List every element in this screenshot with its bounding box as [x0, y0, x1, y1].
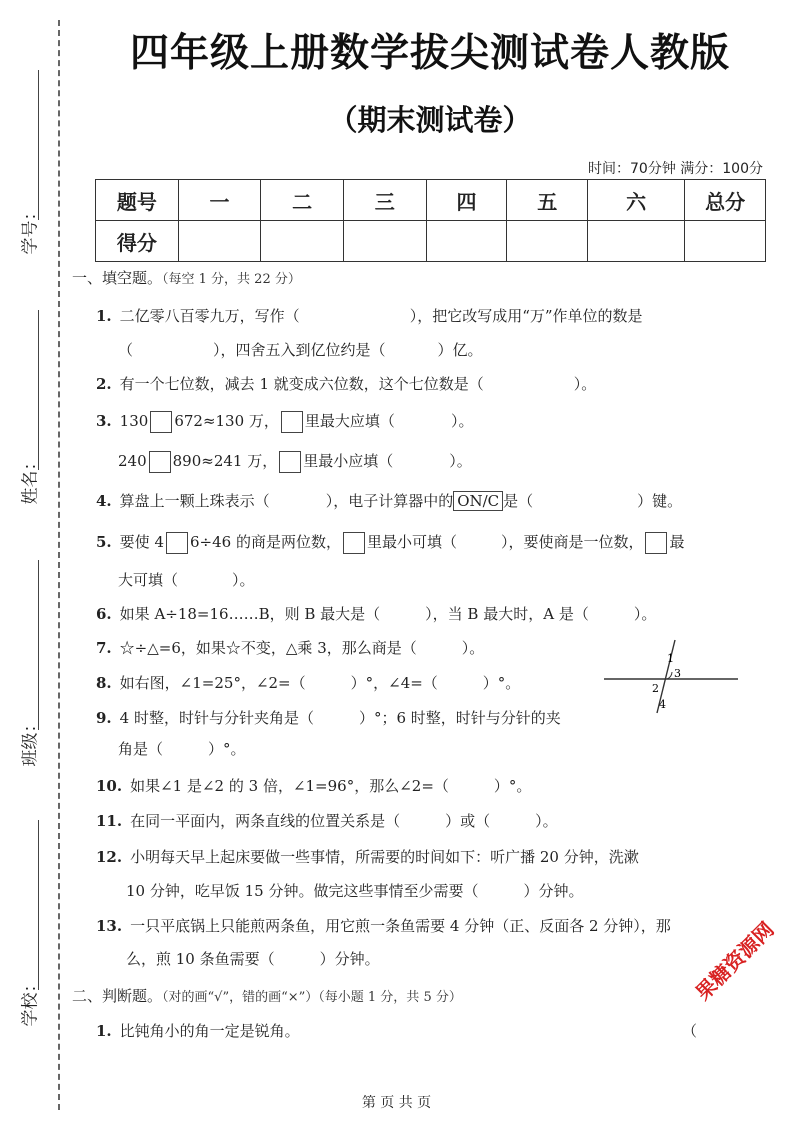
question-text: 里最小可填（: [366, 533, 457, 551]
school-label: 学校：: [20, 975, 41, 1027]
question-9: [96, 707, 561, 728]
question-text: 比钝角小的角一定是锐角。: [119, 1022, 300, 1040]
section-1-heading: [72, 267, 301, 288]
question-text: 二亿零八百零九万，写作（: [119, 307, 300, 325]
angle-label: 4: [659, 698, 666, 711]
score-cell[interactable]: [685, 221, 766, 262]
section-1-note: （每空 1 分，共 22 分）: [162, 272, 301, 287]
judgement-1-paren[interactable]: （: [682, 1022, 698, 1040]
question-number: 13.: [96, 917, 123, 935]
score-table: [95, 179, 766, 262]
question-number: 7.: [96, 639, 112, 657]
score-value-row: [96, 221, 766, 262]
question-12-cont: 10 分钟，吃早饭 15 分钟。做完这些事情至少需要（ ）分钟。: [126, 882, 584, 900]
question-number: 5.: [96, 533, 112, 551]
on-c-key: ON/C: [453, 491, 503, 511]
score-header-cell: 总分: [685, 180, 766, 221]
question-text: ☆÷△=6，如果☆不变，△乘 3，那么商是（ ）。: [119, 639, 485, 657]
school-underline: [38, 820, 39, 990]
question-3: [96, 410, 473, 433]
question-1: [96, 305, 643, 326]
question-number: 4.: [96, 492, 112, 510]
question-text: 大可填（: [118, 571, 179, 589]
judgement-1: [96, 1020, 300, 1041]
score-cell[interactable]: [261, 221, 344, 262]
question-text: 6÷46 的商是两位数，: [189, 533, 341, 551]
question-text: ）。: [449, 452, 472, 470]
watermark-stamp: 果糖资源网: [690, 917, 779, 1005]
question-text: ），电子计算器中的: [325, 492, 454, 510]
question-1-cont: [118, 339, 483, 360]
question-number: 6.: [96, 605, 112, 623]
digit-box: [645, 532, 667, 554]
score-header-cell: 五: [507, 180, 588, 221]
question-text: 是（: [503, 492, 534, 510]
score-cell[interactable]: [343, 221, 426, 262]
question-text: ），要使商是一位数，: [500, 533, 644, 551]
cut-line: [58, 20, 60, 1110]
question-text: 要使 4: [119, 533, 164, 551]
question-text: 672≈130 万，: [174, 412, 279, 430]
score-header-cell: 二: [261, 180, 344, 221]
question-3-cont: [118, 450, 472, 473]
question-text: （: [118, 341, 134, 359]
digit-box[interactable]: [149, 451, 171, 473]
name-underline: [38, 310, 39, 470]
question-12: [96, 846, 639, 867]
question-number: 10.: [96, 777, 123, 795]
digit-box[interactable]: [166, 532, 188, 554]
page-footer: 第 页 共 页: [361, 1095, 432, 1111]
page-subtitle: （期末测试卷）: [328, 103, 532, 137]
question-5-cont: [118, 569, 255, 590]
question-number: 1.: [96, 1022, 112, 1040]
question-text: 130: [119, 412, 149, 430]
score-cell[interactable]: [426, 221, 507, 262]
question-number: 3.: [96, 412, 112, 430]
question-text: 890≈241 万，: [172, 452, 278, 470]
digit-box[interactable]: [150, 411, 172, 433]
score-row-label: 得分: [96, 221, 179, 262]
class-underline: [38, 560, 39, 730]
question-7: [96, 637, 484, 658]
student-id-label: 学号：: [20, 203, 41, 255]
angle-label: 1: [667, 652, 674, 665]
question-8: [96, 672, 520, 693]
question-number: 11.: [96, 812, 123, 830]
question-text: 一只平底锅上只能煎两条鱼，用它煎一条鱼需要 4 分钟（正、反面各 2 分钟），那: [130, 917, 671, 935]
id-underline: [38, 70, 39, 220]
angle-label: 2: [652, 682, 659, 695]
question-number: 9.: [96, 709, 112, 727]
question-text: ）。: [450, 412, 474, 430]
question-text: 里最小应填（: [303, 452, 394, 470]
section-2-heading: [72, 985, 462, 1006]
question-text: ），把它改写成用“万”作单位的数是: [409, 307, 643, 325]
score-header-cell: 题号: [96, 180, 179, 221]
score-header-cell: 三: [343, 180, 426, 221]
digit-box: [281, 411, 303, 433]
score-cell[interactable]: [588, 221, 685, 262]
question-number: 1.: [96, 307, 112, 325]
score-cell[interactable]: [178, 221, 261, 262]
question-text: 里最大应填（: [304, 412, 395, 430]
digit-box: [279, 451, 301, 473]
question-9-cont: 角是（ ）°。: [118, 740, 246, 758]
score-header-cell: 六: [588, 180, 685, 221]
question-text: 最: [669, 533, 685, 551]
question-text: 如果 A÷18=16……B，则 B 最大是（ ），当 B 最大时，A 是（ ）。: [119, 605, 657, 623]
question-number: 8.: [96, 674, 112, 692]
question-text: 在同一平面内，两条直线的位置关系是（ ）或（ ）。: [130, 812, 558, 830]
section-2-title: 二、判断题。: [72, 987, 163, 1005]
score-cell[interactable]: [507, 221, 588, 262]
time-info: 时间：70分钟 满分：100分: [588, 161, 763, 177]
digit-box: [343, 532, 365, 554]
intersecting-lines-diagram: [600, 636, 745, 716]
question-text: 4 时整，时针与分针夹角是（ ）°；6 时整，时针与分针的夹: [119, 709, 561, 727]
question-text: 小明每天早上起床要做一些事情，所需要的时间如下：听广播 20 分钟，洗漱: [130, 848, 639, 866]
question-4: [96, 490, 682, 511]
question-2: [96, 373, 596, 394]
question-text: 有一个七位数，减去 1 就变成六位数，这个七位数是（: [119, 375, 484, 393]
binding-margin: [0, 0, 70, 1122]
score-header-row: [96, 180, 766, 221]
question-10: [96, 775, 531, 796]
name-label: 姓名：: [20, 453, 41, 505]
question-text: ）。: [573, 375, 597, 393]
section-1-title: 一、填空题。: [72, 269, 163, 287]
page-title: 四年级上册数学拔尖测试卷人教版: [129, 31, 730, 76]
section-2-note: （对的画“√”，错的画“×”）（每小题 1 分，共 5 分）: [162, 990, 462, 1005]
question-text: ）亿。: [437, 341, 483, 359]
question-text: 算盘上一颗上珠表示（: [119, 492, 270, 510]
question-text: 如右图，∠1=25°，∠2=（ ）°，∠4=（ ）°。: [119, 674, 521, 692]
question-text: 如果∠1 是∠2 的 3 倍，∠1=96°，那么∠2=（ ）°。: [130, 777, 532, 795]
score-header-cell: 四: [426, 180, 507, 221]
question-6: [96, 603, 656, 624]
question-13-cont: 么，煎 10 条鱼需要（ ）分钟。: [126, 950, 380, 968]
question-13: [96, 915, 671, 936]
question-5: [96, 531, 685, 554]
question-text: ）。: [232, 571, 255, 589]
question-number: 2.: [96, 375, 112, 393]
question-text: 240: [118, 452, 147, 470]
question-number: 12.: [96, 848, 123, 866]
question-11: [96, 810, 558, 831]
angle-figure: [600, 636, 745, 720]
angle-label: 3: [674, 667, 681, 680]
score-header-cell: 一: [178, 180, 261, 221]
question-text: ）键。: [637, 492, 683, 510]
question-text: ），四舍五入到亿位约是（: [213, 341, 386, 359]
class-label: 班级：: [20, 715, 41, 767]
